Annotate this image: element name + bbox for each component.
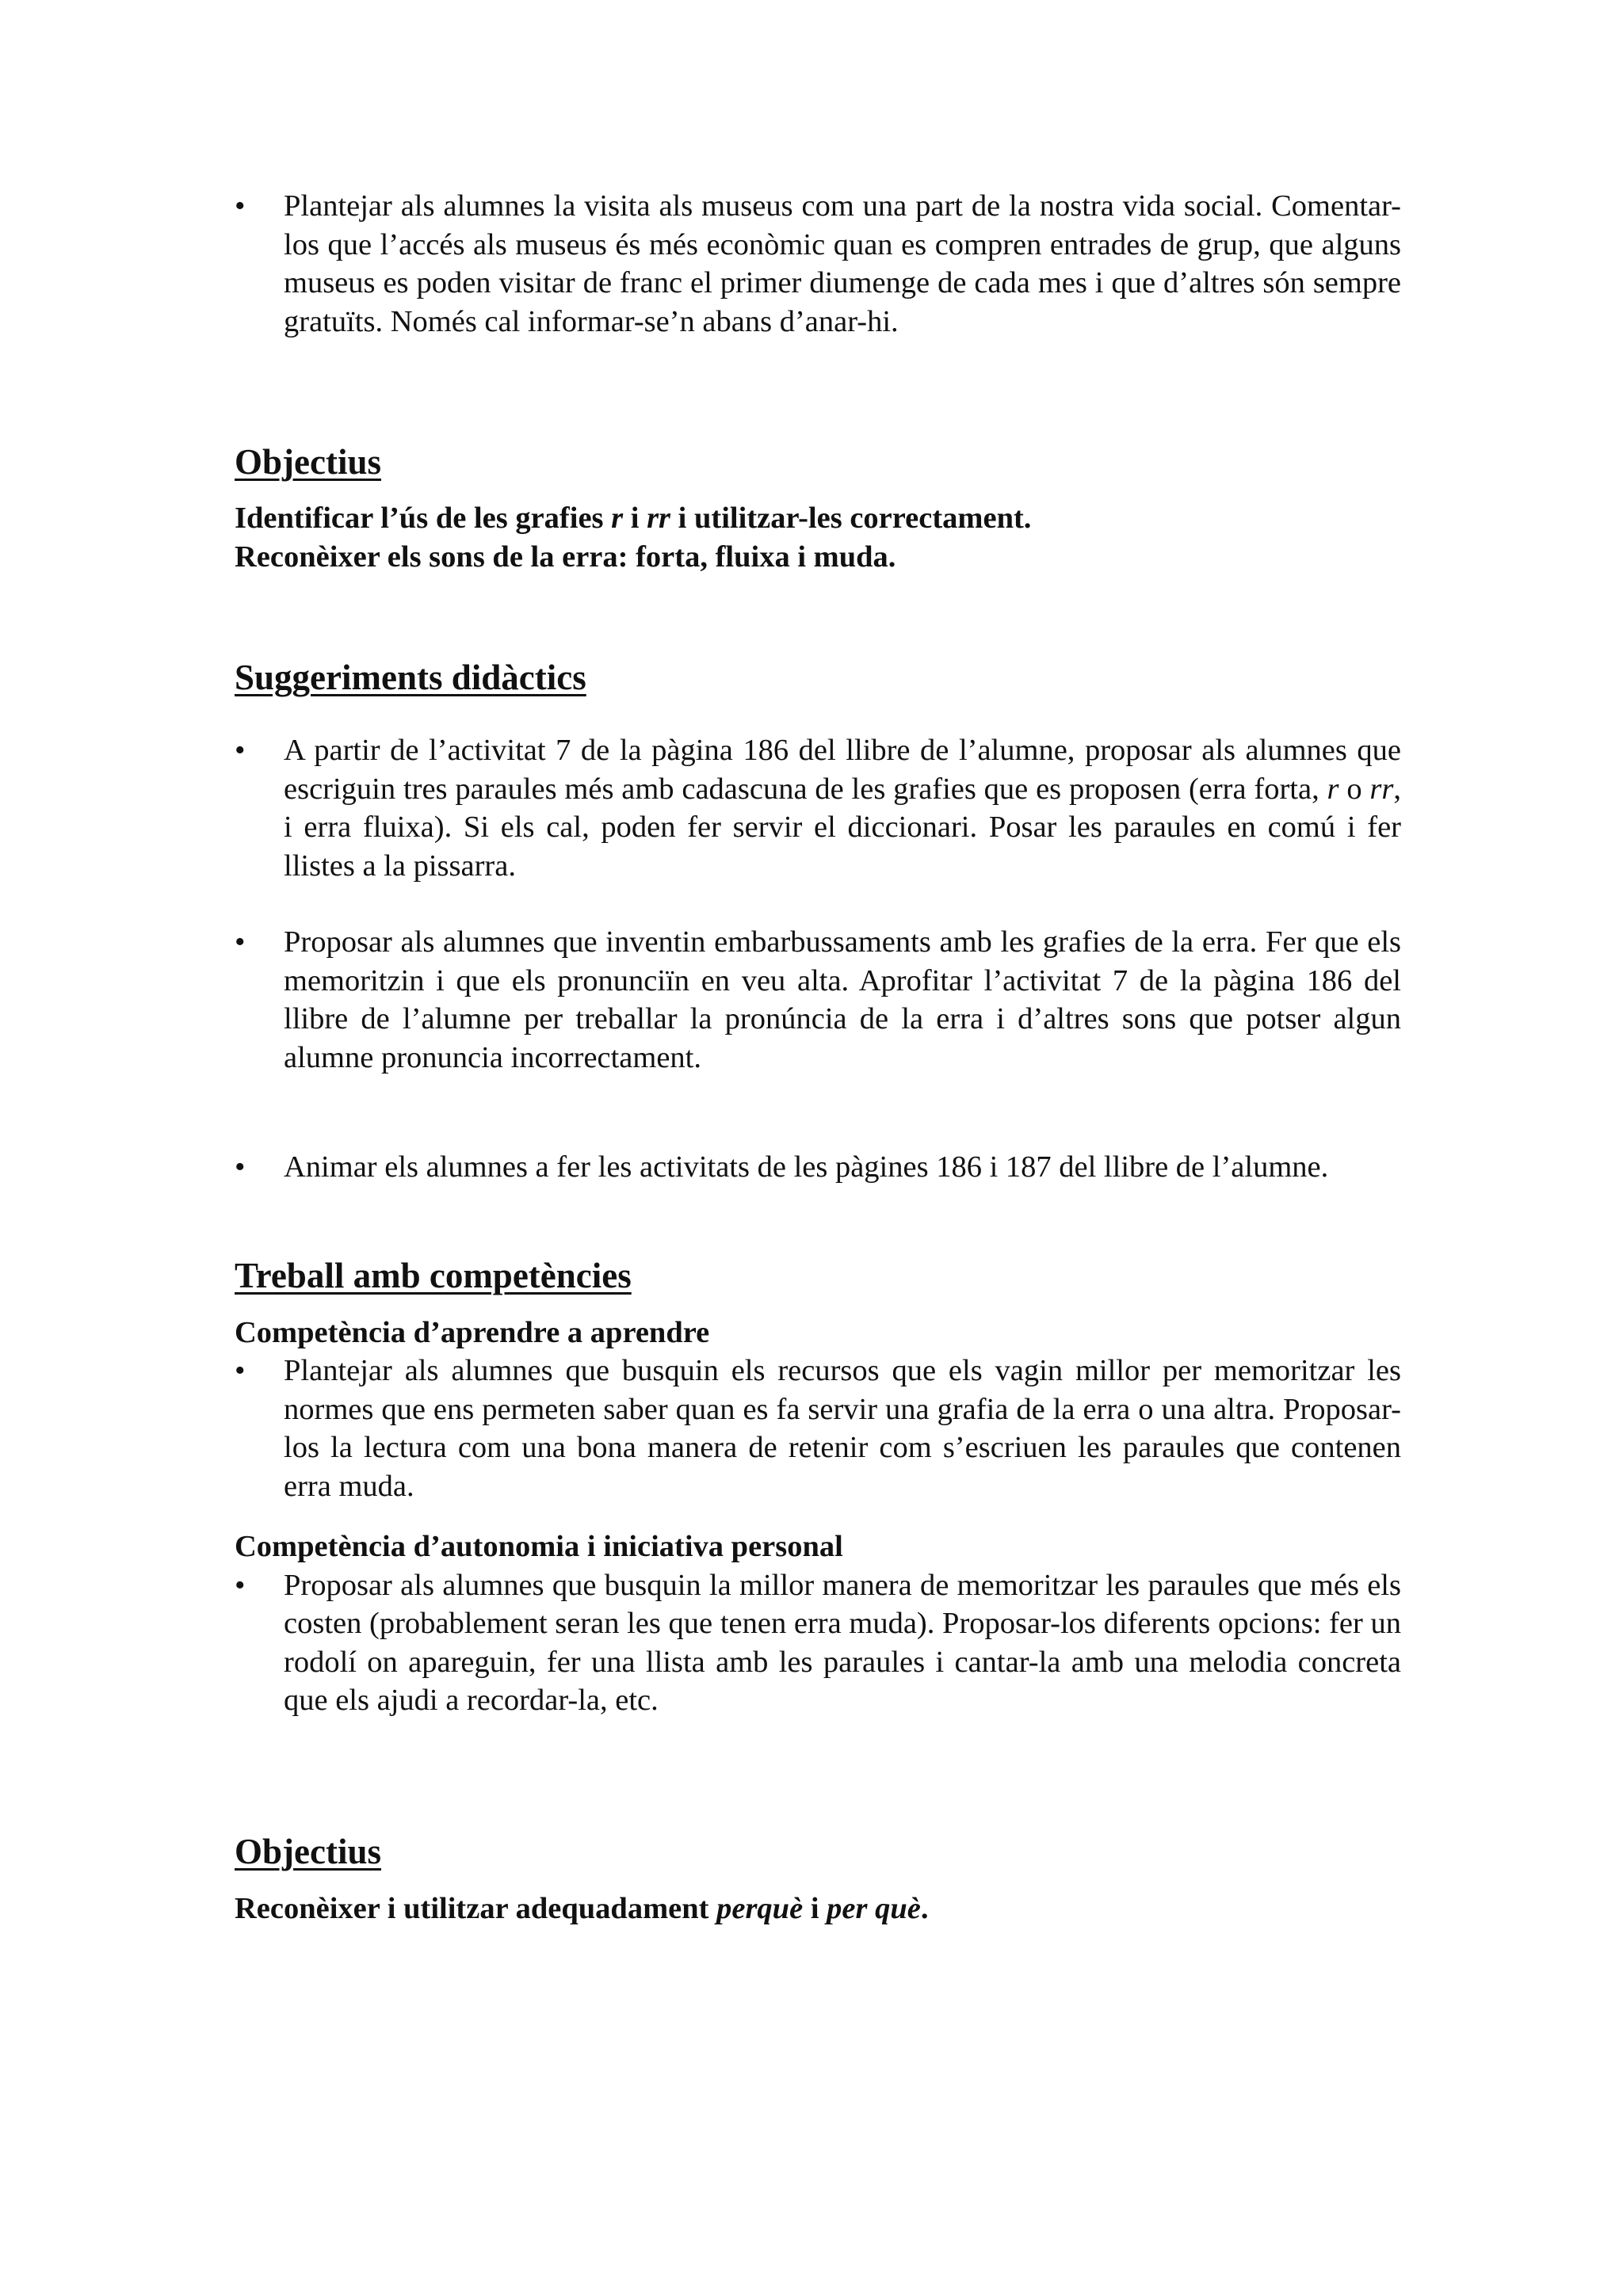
perque-term: perquè [716, 1891, 804, 1925]
list-item [235, 1148, 1401, 1187]
text-run: i [623, 502, 647, 535]
grafia-r: r [611, 502, 624, 535]
suggeriment-text: Proposar als alumnes que inventin embarbussaments amb les grafies de la erra. Fer que els memoritzin i que els pronunciïn en veu alta. Aprofitar l’activitat 7 de la pàgina 186 del llibre de l’alumne per treballar la pronúncia de la erra i d’altres sons que potser algun alumne pronuncia incorrectament. [284, 925, 1401, 1074]
competencia-text: Proposar als alumnes que busquin la millor manera de memoritzar les paraules que més els costen (probablement seran les que tenen erra muda). Proposar-los diferents opcions: fer un rodolí on apareguin, fer una llista amb les paraules i cantar-la amb una melodia concreta que els ajudi a recordar-la, etc. [284, 1568, 1401, 1717]
bullet-icon: • [235, 1568, 246, 1602]
competencia-heading: Competència d’aprendre a aprendre [235, 1315, 710, 1349]
list-item [235, 923, 1401, 1077]
text-run: , i erra fluixa). Si els cal, poden fer servir el diccionari. Posar les paraules en comú i fer llistes a la pissarra. [284, 772, 1401, 883]
bullet-icon: • [235, 734, 246, 767]
objectius-heading: Objectius [235, 442, 381, 482]
text-run: o [1338, 772, 1370, 806]
objectiu-line: Reconèixer els sons de la erra: forta, fluixa i muda. [235, 540, 896, 574]
text-run: A partir de l’activitat 7 de la pàgina 186 del llibre de l’alumne, proposar als alumnes que escriguin tres paraules més amb cadascuna de les grafies que es proposen (erra forta, [284, 734, 1401, 806]
list-item [235, 731, 1401, 885]
text-run: i [803, 1891, 827, 1925]
list-item [235, 1352, 1401, 1505]
text-run: Identificar l’ús de les grafies [235, 502, 612, 535]
document-content [235, 187, 1401, 1928]
list-item [235, 1566, 1401, 1720]
objectius-text [235, 499, 1401, 576]
grafia-rr: rr [647, 502, 671, 535]
suggeriment-text: Animar els alumnes a fer les activitats de les pàgines 186 i 187 del llibre de l’alumne. [284, 1150, 1329, 1184]
suggeriment-text [284, 731, 1401, 885]
competencia-text: Plantejar als alumnes que busquin els recursos que els vagin millor per memoritzar les normes que ens permeten saber quan es fa servir una grafia de la erra o una altra. Proposar-los la lectura com una bona manera de retenir com s’escriuen les paraules que contenen erra muda. [284, 1354, 1401, 1503]
competencia-heading: Competència d’autonomia i iniciativa personal [235, 1530, 843, 1563]
objectius-heading: Objectius [235, 1831, 381, 1871]
bullet-icon: • [235, 925, 246, 959]
suggeriments-heading: Suggeriments didàctics [235, 658, 586, 697]
list-item [235, 187, 1401, 341]
text-run: i utilitzar-les correctament. [670, 502, 1032, 535]
grafia-rr: rr [1369, 772, 1394, 806]
text-run: Reconèixer i utilitzar adequadament [235, 1891, 717, 1925]
per-que-term: per què [827, 1891, 921, 1925]
objectiu-line [235, 499, 1401, 538]
objectiu-line [235, 1890, 1401, 1928]
bullet-icon: • [235, 189, 246, 223]
bullet-icon: • [235, 1150, 246, 1184]
text-run: . [920, 1891, 929, 1925]
intro-bullet-text: Plantejar als alumnes la visita als museus com una part de la nostra vida social. Comentar-los que l’accés als museus és més econòmic quan es compren entrades de grup, que alguns museus es poden visitar de franc el primer diumenge de cada mes i que d’altres són sempre gratuïts. Només cal informar-se’n abans d’anar-hi. [284, 189, 1401, 338]
grafia-r: r [1327, 772, 1339, 806]
treball-heading: Treball amb competències [235, 1255, 632, 1295]
bullet-icon: • [235, 1354, 246, 1387]
